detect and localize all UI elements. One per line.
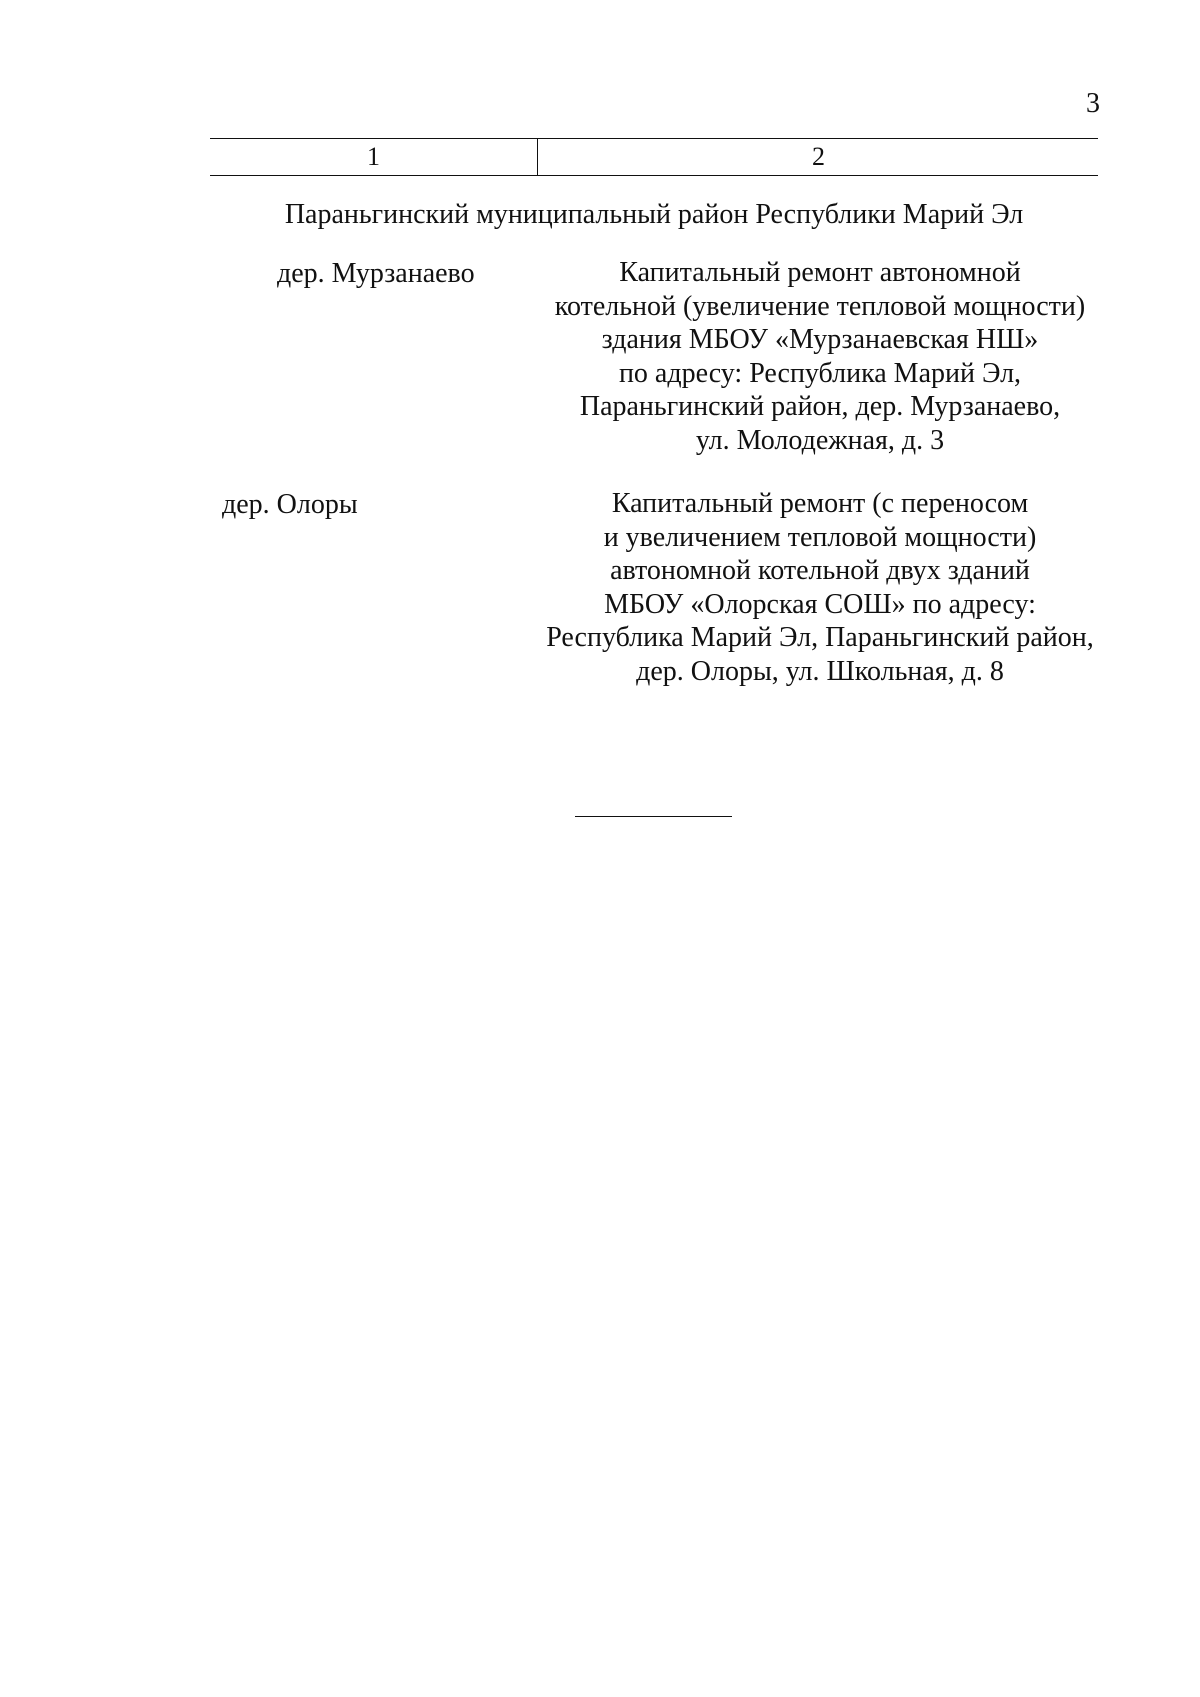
- description-line: ул. Молодежная, д. 3: [695, 424, 945, 456]
- project-description: [530, 487, 1110, 688]
- description-line: автономной котельной двух зданий: [610, 555, 1030, 586]
- description-line: и увеличением тепловой мощности): [603, 521, 1037, 553]
- project-description: [530, 256, 1110, 457]
- village-name: дер. Олоры: [222, 489, 358, 520]
- table-header-column-2: 2: [812, 142, 825, 171]
- description-line: Параньгинский район, дер. Мурзанаево,: [579, 391, 1061, 422]
- description-line: дер. Олоры, ул. Школьная, д. 8: [636, 655, 1004, 687]
- description-line: Капитальный ремонт автономной: [619, 257, 1021, 288]
- description-line: по адресу: Республика Марий Эл,: [618, 357, 1022, 389]
- description-line: МБОУ «Олорская СОШ» по адресу:: [604, 588, 1036, 620]
- page-number: 3: [1086, 88, 1100, 119]
- table-header: [210, 138, 1098, 176]
- village-name: дер. Мурзанаево: [277, 258, 475, 289]
- end-divider-line: [575, 816, 732, 817]
- description-line: Республика Марий Эл, Параньгинский район,: [546, 622, 1094, 653]
- description-line: котельной (увеличение тепловой мощности): [554, 290, 1086, 322]
- description-line: Капитальный ремонт (с переносом: [611, 488, 1029, 519]
- table-header-column-1: 1: [210, 139, 538, 175]
- description-line: здания МБОУ «Мурзанаевская НШ»: [601, 324, 1039, 355]
- district-title: Параньгинский муниципальный район Республики Марий Эл: [284, 199, 1024, 230]
